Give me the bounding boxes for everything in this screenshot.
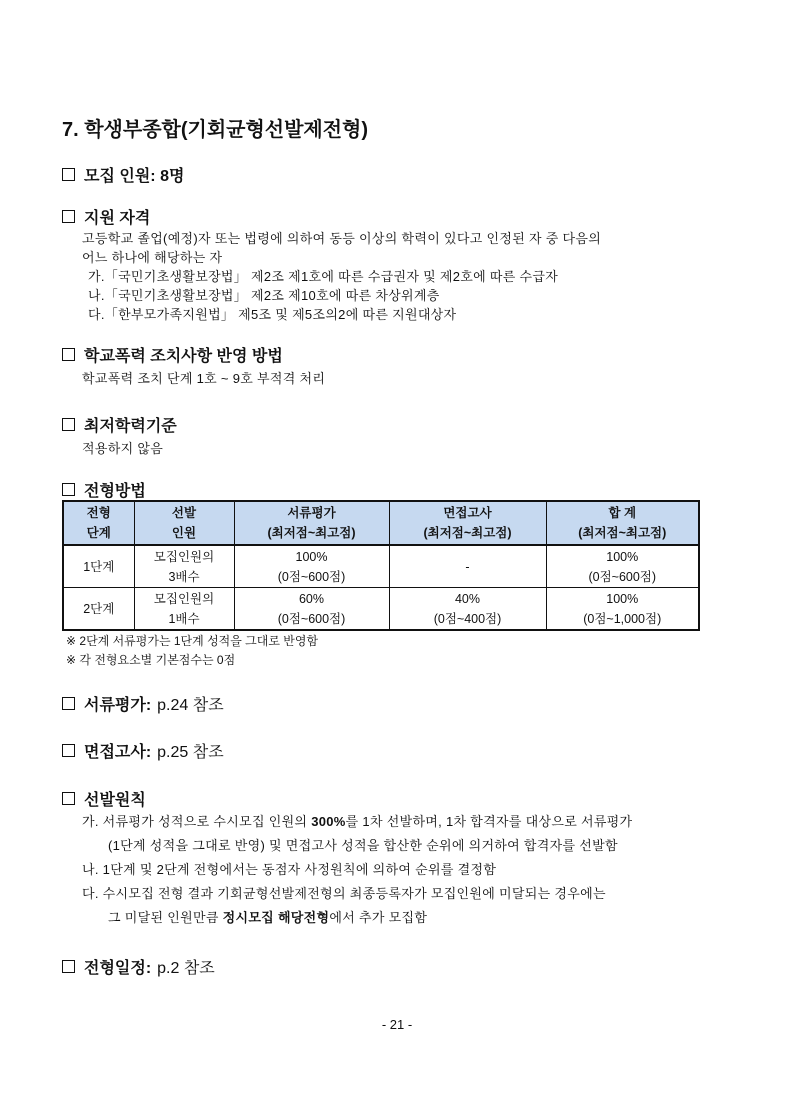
table-cell: 1단계 <box>63 545 134 588</box>
table-cell: 2단계 <box>63 588 134 631</box>
table-cell: 모집인원의 1배수 <box>134 588 234 631</box>
table-cell: 100% (0점~600점) <box>234 545 389 588</box>
heading: 서류평가: <box>84 697 152 714</box>
table-cell: 40% (0점~400점) <box>389 588 546 631</box>
eligibility-item: 가.「국민기초생활보장법」 제2조 제1호에 따른 수급권자 및 제2호에 따른 수급자 <box>88 269 559 284</box>
header-cell: 면접고사 (최저점~최고점) <box>389 501 546 545</box>
heading: 모집 인원: <box>84 168 156 185</box>
section-violence <box>62 343 283 366</box>
table-note: ※ 2단계 서류평가는 1단계 성적을 그대로 반영함 <box>66 634 319 648</box>
checkbox-icon <box>62 483 75 496</box>
section-eligibility <box>62 205 150 228</box>
eligibility-line: 고등학교 졸업(예정)자 또는 법령에 의하여 동등 이상의 학력이 있다고 인정된 자 중 다음의 <box>82 231 602 246</box>
checkbox-icon <box>62 744 75 757</box>
table-cell: 60% (0점~600점) <box>234 588 389 631</box>
principle-c: 다. 수시모집 전형 결과 기회균형선발제전형의 최종등록자가 모집인원에 미달되는 경우에는 <box>82 886 606 901</box>
header-cell: 서류평가 (최저점~최고점) <box>234 501 389 545</box>
header-cell: 합 계 (최저점~최고점) <box>546 501 699 545</box>
docs-reference: p.24 참조 <box>157 697 224 714</box>
eligibility-line: 어느 하나에 해당하는 자 <box>82 250 223 265</box>
table-cell: 100% (0점~1,000점) <box>546 588 699 631</box>
section-recruit <box>62 163 184 186</box>
checkbox-icon <box>62 418 75 431</box>
section-minimum <box>62 413 177 436</box>
recruit-value: 8명 <box>160 168 185 185</box>
checkbox-icon <box>62 348 75 361</box>
heading: 지원 자격 <box>84 210 151 227</box>
violence-text: 학교폭력 조치 단계 1호 ~ 9호 부적격 처리 <box>82 371 326 386</box>
heading: 면접고사: <box>84 744 152 761</box>
checkbox-icon <box>62 792 75 805</box>
header-cell: 선발 인원 <box>134 501 234 545</box>
table-row <box>63 588 699 631</box>
heading: 최저학력기준 <box>84 418 177 435</box>
section-schedule <box>62 955 215 978</box>
header-cell: 전형 단계 <box>63 501 134 545</box>
principle-c-cont: 그 미달된 인원만큼 정시모집 해당전형에서 추가 모집함 <box>108 910 428 925</box>
table-cell: 100% (0점~600점) <box>546 545 699 588</box>
checkbox-icon <box>62 960 75 973</box>
checkbox-icon <box>62 697 75 710</box>
checkbox-icon <box>62 210 75 223</box>
table-cell: - <box>389 545 546 588</box>
page-number: - 21 - <box>381 1017 413 1032</box>
schedule-reference: p.2 참조 <box>157 960 215 977</box>
method-table <box>62 500 700 631</box>
principle-a: 가. 서류평가 성적으로 수시모집 인원의 300%를 1차 선발하며, 1차 합격자를 대상으로 서류평가 <box>82 814 633 829</box>
eligibility-item: 다.「한부모가족지원법」 제5조 및 제5조의2에 따른 지원대상자 <box>88 307 457 322</box>
eligibility-item: 나.「국민기초생활보장법」 제2조 제10호에 따른 차상위계층 <box>88 288 440 303</box>
heading: 전형방법 <box>84 483 146 500</box>
checkbox-icon <box>62 168 75 181</box>
interview-reference: p.25 참조 <box>157 744 224 761</box>
principle-b: 나. 1단계 및 2단계 전형에서는 동점자 사정원칙에 의하여 순위를 결정함 <box>82 862 497 877</box>
table-note: ※ 각 전형요소별 기본점수는 0점 <box>66 653 236 667</box>
principle-a-cont: (1단계 성적을 그대로 반영) 및 면접고사 성적을 합산한 순위에 의거하여 합격자를 선발함 <box>108 838 618 853</box>
minimum-text: 적용하지 않음 <box>82 441 164 456</box>
heading: 전형일정: <box>84 960 152 977</box>
heading: 학교폭력 조치사항 반영 방법 <box>84 348 283 365</box>
section-interview <box>62 739 224 762</box>
section-method <box>62 478 146 501</box>
heading: 선발원칙 <box>84 792 146 809</box>
table-row <box>63 545 699 588</box>
page-title: 7. 학생부종합(기회균형선발제전형) <box>62 119 369 141</box>
table-header-row <box>63 501 699 545</box>
section-principle <box>62 787 146 810</box>
table-cell: 모집인원의 3배수 <box>134 545 234 588</box>
section-docs <box>62 692 224 715</box>
